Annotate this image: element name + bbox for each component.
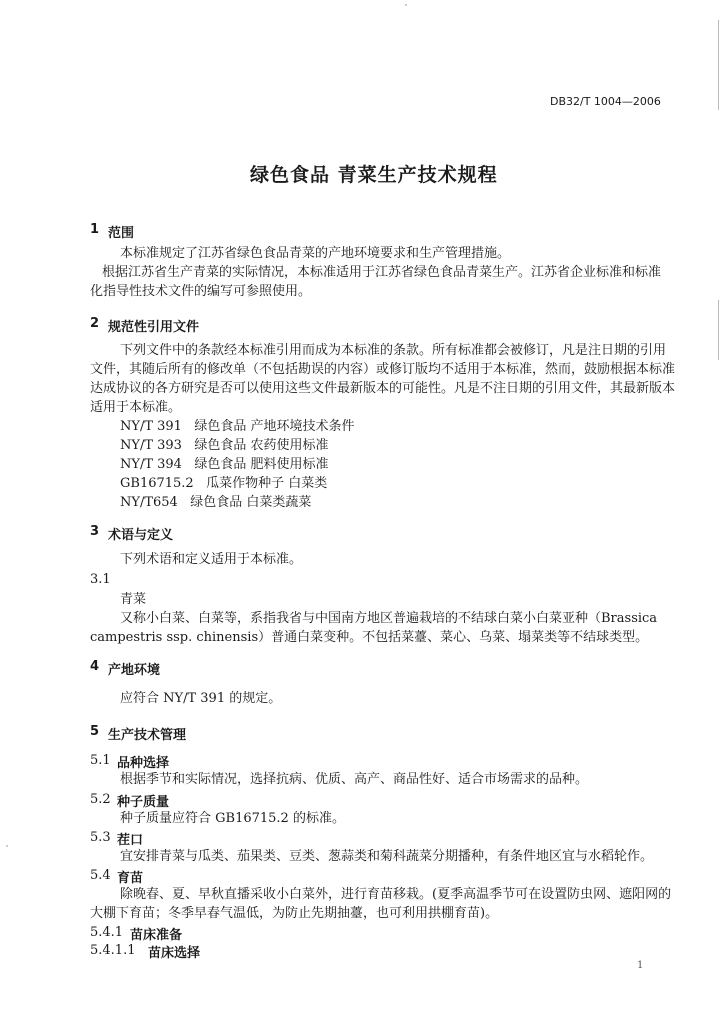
section-3-number: 3	[90, 524, 100, 539]
section-1-para-1: 本标准规定了江苏省绿色食品青菜的产地环境要求和生产管理措施。	[120, 246, 511, 261]
section-5-2-heading: 种子质量	[117, 795, 170, 810]
section-3-1-number: 3.1	[90, 572, 111, 587]
scan-speck	[405, 4, 407, 6]
section-1-number: 1	[90, 222, 100, 237]
section-5-1-heading: 品种选择	[117, 756, 170, 771]
section-5-4-heading: 育苗	[117, 871, 144, 886]
section-3-heading: 术语与定义	[108, 528, 174, 543]
section-2-number: 2	[90, 316, 100, 331]
reference-item: NY/T 391 绿色食品 产地环境技术条件	[120, 419, 355, 434]
section-4-para: 应符合 NY/T 391 的规定。	[120, 691, 282, 706]
section-2-para-line-3: 达成协议的各方研究是否可以使用这些文件最新版本的可能性。凡是不注日期的引用文件，其最新版本	[90, 381, 676, 396]
section-5-1-text: 根据季节和实际情况，选择抗病、优质、高产、商品性好、适合市场需求的品种。	[120, 772, 589, 787]
page-number: 1	[637, 960, 644, 971]
reference-item: NY/T 394 绿色食品 肥料使用标准	[120, 457, 329, 472]
section-1-para-2-line-1: 根据江苏省生产青菜的实际情况，本标准适用于江苏省绿色食品青菜生产。江苏省企业标准和标准	[102, 265, 662, 280]
reference-item: NY/T 393 绿色食品 农药使用标准	[120, 438, 329, 453]
section-5-3-text: 宜安排青菜与瓜类、茄果类、豆类、葱蒜类和菊科蔬菜分期播种，有条件地区宜与水稻轮作。	[120, 849, 654, 864]
section-5-4-text-line-1: 除晚春、夏、早秋直播采收小白菜外，进行育苗移栽。(夏季高温季节可在设置防虫网、遮阳网的	[120, 887, 672, 902]
section-2-para-line-4: 适用于本标准。	[90, 400, 182, 415]
section-5-number: 5	[90, 724, 100, 739]
reference-item: NY/T654 绿色食品 白菜类蔬菜	[120, 495, 312, 510]
section-4-number: 4	[90, 659, 100, 674]
section-2-para-line-2: 文件，其随后所有的修改单（不包括勘误的内容）或修订版均不适用于本标准，然而，鼓励根据本标准	[90, 362, 676, 377]
page-title: 绿色食品 青菜生产技术规程	[250, 164, 498, 186]
section-1-heading: 范围	[108, 226, 135, 241]
section-5-2-text: 种子质量应符合 GB16715.2 的标准。	[120, 811, 345, 826]
reference-item: GB16715.2 瓜菜作物种子 白菜类	[120, 476, 328, 491]
standard-number: DB32/T 1004—2006	[550, 95, 661, 108]
section-2-heading: 规范性引用文件	[108, 320, 200, 335]
term-definition-line-1: 又称小白菜、白菜等，系指我省与中国南方地区普遍栽培的不结球白菜小白菜亚种（Brassica	[120, 611, 658, 626]
scan-edge-mark	[718, 20, 719, 110]
term-definition-line-2: campestris ssp. chinensis）普通白菜变种。不包括菜薹、菜心、乌菜、塌菜类等不结球类型。	[90, 630, 649, 645]
section-5-4-text-line-2: 大棚下育苗；冬季早春气温低，为防止先期抽薹，也可利用拱棚育苗)。	[90, 906, 499, 921]
section-5-1-number: 5.1	[90, 753, 111, 768]
scan-speck	[6, 845, 8, 847]
section-5-4-number: 5.4	[90, 868, 111, 883]
section-1-para-2-line-2: 化指导性技术文件的编写可参照使用。	[90, 284, 312, 299]
section-3-para: 下列术语和定义适用于本标准。	[120, 552, 303, 567]
section-5-4-1-1-heading: 苗床选择	[148, 946, 201, 961]
section-5-3-number: 5.3	[90, 830, 111, 845]
section-5-4-1-heading: 苗床准备	[130, 928, 183, 943]
section-2-para-line-1: 下列文件中的条款经本标准引用而成为本标准的条款。所有标准都会被修订，凡是注日期的引用	[120, 343, 667, 358]
section-5-4-1-number: 5.4.1	[90, 925, 124, 940]
section-5-4-1-1-number: 5.4.1.1	[90, 943, 136, 958]
section-5-heading: 生产技术管理	[108, 728, 187, 743]
section-5-3-heading: 茬口	[117, 833, 144, 848]
section-5-2-number: 5.2	[90, 792, 111, 807]
term-name: 青菜	[120, 592, 147, 607]
scan-edge-mark	[718, 300, 719, 360]
section-4-heading: 产地环境	[108, 663, 161, 678]
